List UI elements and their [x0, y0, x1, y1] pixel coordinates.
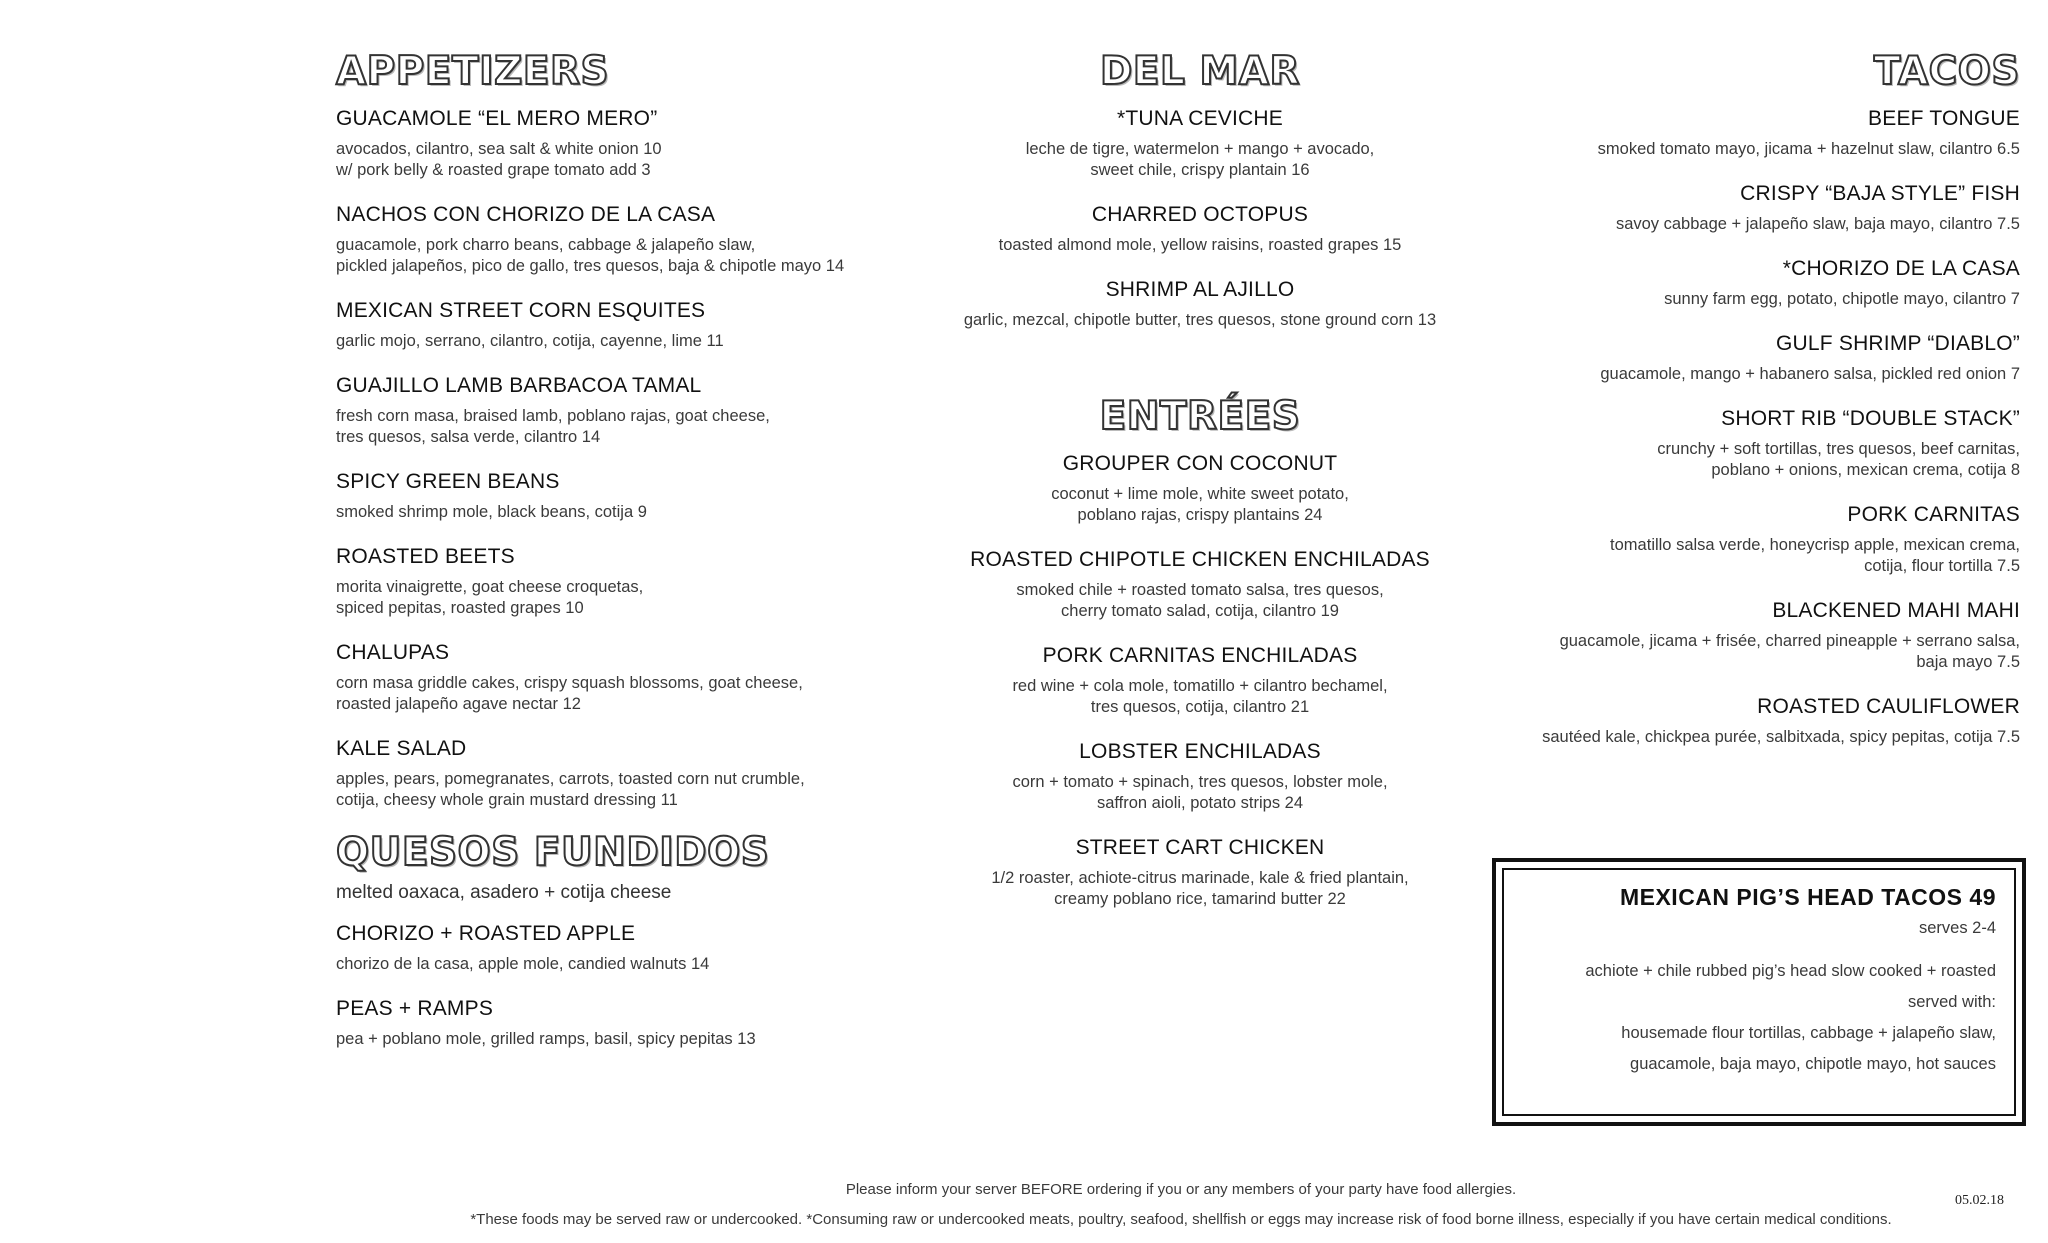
menu-item-name: CHORIZO + ROASTED APPLE	[336, 921, 636, 945]
tacos-column	[1490, 49, 2020, 770]
menu-item-description-line: sunny farm egg, potato, chipotle mayo, cilantro 7	[1664, 289, 2020, 308]
menu-item-description	[336, 954, 916, 975]
menu-item-name: KALE SALAD	[336, 736, 467, 760]
menu-item-description	[1490, 289, 2020, 310]
pig-head-tacos-inner	[1502, 868, 2016, 1116]
menu-item-description	[930, 310, 1470, 331]
menu-item-description	[1490, 727, 2020, 748]
menu-item	[1490, 332, 2020, 385]
menu-item-description	[1490, 439, 2020, 481]
menu-item-name: NACHOS CON CHORIZO DE LA CASA	[336, 202, 716, 226]
menu-item-description-line: smoked chile + roasted tomato salsa, tres quesos,	[1016, 580, 1384, 599]
menu-item-name: BLACKENED MAHI MAHI	[1772, 598, 2020, 622]
menu-item-description	[1490, 364, 2020, 385]
menu-item-description	[930, 235, 1470, 256]
menu-item-description	[336, 331, 916, 352]
del-mar-list	[930, 107, 1470, 331]
allergy-notice: Please inform your server BEFORE ordering if you or any members of your party have food allergies.	[845, 1181, 1517, 1198]
menu-item-name: ROASTED BEETS	[336, 544, 515, 568]
menu-item-name: GUACAMOLE “EL MERO MERO”	[336, 106, 658, 130]
menu-item-name: PORK CARNITAS ENCHILADAS	[1042, 643, 1358, 667]
pig-head-line: achiote + chile rubbed pig’s head slow cooked + roasted	[1585, 962, 1996, 980]
menu-item	[336, 641, 916, 715]
pig-head-tacos-serves: serves 2-4	[1918, 919, 1996, 937]
pig-head-tacos-box	[1492, 858, 2026, 1126]
menu-item-name: ROASTED CAULIFLOWER	[1757, 694, 2020, 718]
menu-item-description-line: poblano rajas, crispy plantains 24	[1077, 505, 1323, 524]
menu-item-description-line: w/ pork belly & roasted grape tomato add 3	[336, 160, 651, 179]
pig-head-line: guacamole, baja mayo, chipotle mayo, hot sauces	[1630, 1055, 1996, 1073]
menu-item-name: *CHORIZO DE LA CASA	[1782, 256, 2020, 280]
appetizers-column	[336, 49, 916, 1072]
menu-item	[336, 107, 916, 181]
menu-item-description-line: apples, pears, pomegranates, carrots, toasted corn nut crumble,	[336, 769, 805, 788]
pig-head-line: housemade flour tortillas, cabbage + jalapeño slaw,	[1621, 1024, 1996, 1042]
menu-item-description	[1490, 631, 2020, 673]
middle-column	[930, 49, 1470, 932]
menu-item-name: SHRIMP AL AJILLO	[1105, 277, 1295, 301]
menu-item-description	[1490, 535, 2020, 577]
menu-item-description-line: crunchy + soft tortillas, tres quesos, beef carnitas,	[1657, 439, 2020, 458]
menu-item-name: ROASTED CHIPOTLE CHICKEN ENCHILADAS	[970, 547, 1430, 571]
menu-item-name: GROUPER CON COCONUT	[1062, 451, 1338, 475]
menu-item-description	[1490, 139, 2020, 160]
menu-item-description	[930, 772, 1470, 814]
menu-item	[336, 922, 916, 975]
quesos-heading: QUESOS FUNDIDOS	[336, 829, 770, 875]
menu-item-name: STREET CART CHICKEN	[1075, 835, 1325, 859]
menu-item-description-line: guacamole, jicama + frisée, charred pineapple + serrano salsa,	[1559, 631, 2020, 650]
menu-item-description	[930, 580, 1470, 622]
menu-item-description-line: tomatillo salsa verde, honeycrisp apple, mexican crema,	[1610, 535, 2020, 554]
menu-item-description	[930, 676, 1470, 718]
tacos-heading: TACOS	[1873, 49, 2020, 94]
menu-item	[930, 548, 1470, 622]
menu-item-description-line: cotija, flour tortilla 7.5	[1864, 556, 2020, 575]
menu-item	[930, 107, 1470, 181]
menu-item-name: GUAJILLO LAMB BARBACOA TAMAL	[336, 373, 702, 397]
entrees-heading: ENTRÉES	[1099, 393, 1301, 439]
menu-item	[336, 997, 916, 1050]
menu-item	[1490, 107, 2020, 160]
menu-item	[1490, 695, 2020, 748]
menu-item-name: MEXICAN STREET CORN ESQUITES	[336, 298, 706, 322]
menu-item-description	[336, 139, 916, 181]
appetizers-heading: APPETIZERS	[336, 49, 610, 94]
menu-item	[930, 740, 1470, 814]
menu-item-description-line: tres quesos, cotija, cilantro 21	[1090, 697, 1310, 716]
menu-item-description-line: corn masa griddle cakes, crispy squash blossoms, goat cheese,	[336, 673, 803, 692]
menu-item-description	[336, 235, 916, 277]
menu-item-name: LOBSTER ENCHILADAS	[1079, 739, 1321, 763]
menu-item	[1490, 182, 2020, 235]
menu-item-description-line: toasted almond mole, yellow raisins, roasted grapes 15	[998, 235, 1402, 254]
menu-item-description-line: cotija, cheesy whole grain mustard dressing 11	[336, 790, 678, 809]
menu-item-description-line: garlic mojo, serrano, cilantro, cotija, cayenne, lime 11	[336, 331, 724, 350]
raw-food-warning: *These foods may be served raw or undercooked. *Consuming raw or undercooked meats, poultry, seafood, shellfish or eggs may increase risk of food borne illness, especially if you have certain medical conditions.	[470, 1211, 1892, 1228]
menu-item-description	[336, 502, 916, 523]
menu-item	[1490, 599, 2020, 673]
menu-item	[1490, 407, 2020, 481]
menu-item-name: SPICY GREEN BEANS	[336, 469, 560, 493]
menu-item-description	[336, 577, 916, 619]
menu-item-description	[336, 406, 916, 448]
menu-item-description-line: baja mayo 7.5	[1916, 652, 2020, 671]
menu-item-description-line: guacamole, mango + habanero salsa, pickled red onion 7	[1600, 364, 2020, 383]
menu-item-description	[336, 673, 916, 715]
menu-item-description	[930, 868, 1470, 910]
menu-item-name: PEAS + RAMPS	[336, 996, 494, 1020]
menu-item-description-line: smoked shrimp mole, black beans, cotija 9	[336, 502, 647, 521]
menu-item-description-line: sweet chile, crispy plantain 16	[1090, 160, 1310, 179]
menu-item-description-line: smoked tomato mayo, jicama + hazelnut slaw, cilantro 6.5	[1597, 139, 2020, 158]
menu-item-description-line: roasted jalapeño agave nectar 12	[336, 694, 581, 713]
menu-item-description	[336, 769, 916, 811]
menu-item-description	[930, 139, 1470, 181]
pig-head-line: served with:	[1907, 993, 1996, 1011]
menu-item-description-line: savoy cabbage + jalapeño slaw, baja mayo, cilantro 7.5	[1615, 214, 2020, 233]
menu-item-description-line: fresh corn masa, braised lamb, poblano rajas, goat cheese,	[336, 406, 770, 425]
menu-item	[336, 203, 916, 277]
menu-date: 05.02.18	[1955, 1193, 2004, 1208]
menu-item-description-line: garlic, mezcal, chipotle butter, tres quesos, stone ground corn 13	[963, 310, 1437, 329]
appetizers-list	[336, 107, 916, 811]
menu-item	[336, 299, 916, 352]
quesos-subtitle: melted oaxaca, asadero + cotija cheese	[336, 881, 672, 903]
menu-item-description-line: sautéed kale, chickpea purée, salbitxada, spicy pepitas, cotija 7.5	[1542, 727, 2020, 746]
menu-item	[930, 644, 1470, 718]
menu-item-name: PORK CARNITAS	[1847, 502, 2020, 526]
menu-item-description	[1490, 214, 2020, 235]
menu-item-description-line: corn + tomato + spinach, tres quesos, lobster mole,	[1012, 772, 1388, 791]
pig-head-tacos-title: MEXICAN PIG’S HEAD TACOS 49	[1619, 884, 1996, 910]
menu-item-description-line: creamy poblano rice, tamarind butter 22	[1054, 889, 1346, 908]
entrees-list	[930, 452, 1470, 910]
menu-item-description-line: leche de tigre, watermelon + mango + avocado,	[1025, 139, 1375, 158]
menu-item-description-line: red wine + cola mole, tomatillo + cilantro bechamel,	[1012, 676, 1388, 695]
menu-item-name: CRISPY “BAJA STYLE” FISH	[1740, 181, 2020, 205]
menu-item-description-line: cherry tomato salad, cotija, cilantro 19	[1061, 601, 1339, 620]
menu-item-description-line: chorizo de la casa, apple mole, candied walnuts 14	[336, 954, 710, 973]
del-mar-heading: DEL MAR	[1100, 49, 1300, 94]
tacos-list	[1490, 107, 2020, 748]
menu-item-description-line: pea + poblano mole, grilled ramps, basil, spicy pepitas 13	[336, 1029, 756, 1048]
menu-item	[336, 737, 916, 811]
menu-item-name: SHORT RIB “DOUBLE STACK”	[1721, 406, 2020, 430]
menu-item-description-line: poblano + onions, mexican crema, cotija 8	[1711, 460, 2020, 479]
menu-item-description-line: 1/2 roaster, achiote-citrus marinade, kale & fried plantain,	[991, 868, 1409, 887]
menu-item-name: BEEF TONGUE	[1868, 106, 2020, 130]
menu-item-description-line: saffron aioli, potato strips 24	[1096, 793, 1304, 812]
menu-item	[1490, 257, 2020, 310]
menu-item-description-line: morita vinaigrette, goat cheese croquetas,	[336, 577, 644, 596]
menu-item-description-line: pickled jalapeños, pico de gallo, tres quesos, baja & chipotle mayo 14	[336, 256, 845, 275]
menu-item	[930, 203, 1470, 256]
menu-item	[930, 278, 1470, 331]
menu-item	[930, 452, 1470, 526]
menu-item-description	[930, 484, 1470, 526]
menu-item-description-line: guacamole, pork charro beans, cabbage & jalapeño slaw,	[336, 235, 756, 254]
menu-item	[336, 374, 916, 448]
menu-item	[1490, 503, 2020, 577]
menu-item-name: GULF SHRIMP “DIABLO”	[1776, 331, 2020, 355]
menu-item-description-line: spiced pepitas, roasted grapes 10	[336, 598, 584, 617]
menu-item-name: CHALUPAS	[336, 640, 450, 664]
menu-item-description	[336, 1029, 916, 1050]
menu-item-name: *TUNA CEVICHE	[1117, 106, 1283, 130]
quesos-list	[336, 922, 916, 1050]
menu-item	[336, 545, 916, 619]
menu-item-name: CHARRED OCTOPUS	[1091, 202, 1309, 226]
menu-item-description-line: tres quesos, salsa verde, cilantro 14	[336, 427, 601, 446]
menu-item-description-line: avocados, cilantro, sea salt & white onion 10	[336, 139, 662, 158]
menu-item	[336, 470, 916, 523]
menu-item	[930, 836, 1470, 910]
menu-item-description-line: coconut + lime mole, white sweet potato,	[1051, 484, 1349, 503]
